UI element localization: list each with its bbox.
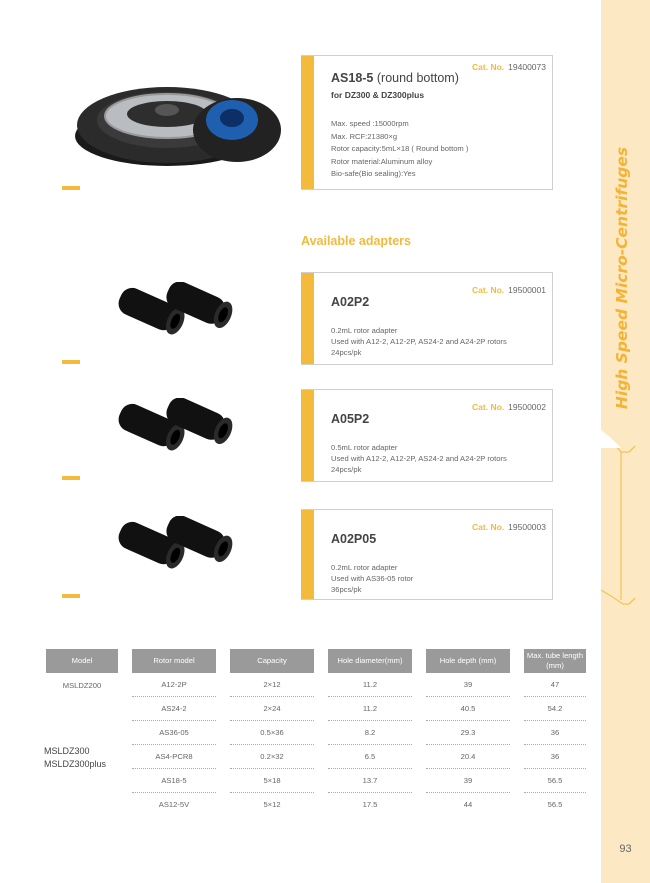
table-cell: 36 bbox=[524, 721, 586, 745]
cat-number: Cat. No. 19500001 bbox=[472, 285, 546, 295]
adapter-card bbox=[301, 272, 553, 365]
accent-bar bbox=[62, 476, 80, 480]
table-header: Hole depth (mm) bbox=[426, 649, 510, 673]
table-cell: 44 bbox=[463, 800, 473, 809]
table-cell: AS18-5 bbox=[132, 769, 216, 793]
table-row bbox=[46, 745, 586, 769]
rotor-image bbox=[72, 70, 282, 170]
card-accent bbox=[301, 273, 314, 364]
table-cell: 47 bbox=[524, 673, 586, 697]
table-cell: 11.2 bbox=[328, 673, 412, 697]
card-accent bbox=[301, 390, 314, 481]
cat-number: Cat. No. 19500003 bbox=[472, 522, 546, 532]
adapter-desc: 0.2mL rotor adapter Used with A12-2, A12-2P, AS24-2 and A24-2P rotors 24pcs/pk bbox=[331, 326, 507, 357]
table-cell: 20.4 bbox=[426, 745, 510, 769]
cat-number: Cat. No. 19400073 bbox=[472, 62, 546, 72]
table-cell: AS12-5V bbox=[158, 800, 190, 809]
table-row bbox=[46, 673, 586, 697]
table-cell: 5×12 bbox=[263, 800, 281, 809]
table-header: Hole diameter(mm) bbox=[328, 649, 412, 673]
adapter-name: A02P05 bbox=[331, 532, 377, 546]
accent-bar bbox=[62, 360, 80, 364]
table-cell: 2×24 bbox=[230, 697, 314, 721]
product-specs: Max. speed :15000rpm Max. RCF:21380×g Rotor capacity:5mL×18 ( Round bottom ) Rotor material:Aluminum alloy Bio-safe(Bio sealing):Yes bbox=[331, 119, 469, 178]
adapter-image bbox=[112, 516, 237, 588]
adapter-card bbox=[301, 509, 553, 600]
card-accent bbox=[301, 510, 314, 599]
table-cell: 2×12 bbox=[230, 673, 314, 697]
table-row bbox=[46, 769, 586, 793]
table-row bbox=[46, 721, 586, 745]
product-title: AS18-5 (round bottom) bbox=[331, 71, 459, 85]
table-row bbox=[46, 697, 586, 721]
adapter-desc: 0.2mL rotor adapter Used with AS36-05 rotor 36pcs/pk bbox=[331, 563, 414, 594]
table-cell: MSLDZ200 bbox=[62, 680, 102, 690]
sidebar-chevrons bbox=[601, 0, 650, 883]
table-cell: 13.7 bbox=[328, 769, 412, 793]
table-cell: 40.5 bbox=[426, 697, 510, 721]
table-cell: 39 bbox=[426, 769, 510, 793]
adapter-desc: 0.5mL rotor adapter Used with A12-2, A12-2P, AS24-2 and A24-2P rotors 24pcs/pk bbox=[331, 443, 507, 474]
table-cell: 11.2 bbox=[328, 697, 412, 721]
table-header: Rotor model bbox=[132, 649, 216, 673]
adapter-card bbox=[301, 389, 553, 482]
table-cell: 39 bbox=[426, 673, 510, 697]
adapter-name: A02P2 bbox=[331, 295, 370, 309]
page-number: 93 bbox=[619, 843, 632, 855]
table-cell: AS4-PCR8 bbox=[132, 745, 216, 769]
accent-bar bbox=[62, 594, 80, 598]
adapter-name: A05P2 bbox=[331, 412, 370, 426]
table-cell: A12-2P bbox=[132, 673, 216, 697]
model-group: MSLDZ300 MSLDZ300plus bbox=[44, 746, 107, 769]
product-card bbox=[301, 55, 553, 190]
product-subtitle: for DZ300 & DZ300plus bbox=[331, 90, 425, 100]
table-header: Model bbox=[46, 649, 118, 673]
table-cell: 8.2 bbox=[328, 721, 412, 745]
table-row bbox=[46, 793, 586, 816]
table-cell: 17.5 bbox=[362, 800, 378, 809]
table-cell: 56.5 bbox=[524, 769, 586, 793]
table-cell: 0.2×32 bbox=[230, 745, 314, 769]
spec-table bbox=[46, 649, 586, 816]
section-title: Available adapters bbox=[301, 234, 412, 248]
table-header-row bbox=[46, 649, 586, 673]
table-cell: AS24-2 bbox=[132, 697, 216, 721]
adapter-image bbox=[112, 282, 237, 354]
sidebar-title: High Speed Micro-Centrifuges bbox=[613, 146, 631, 410]
card-accent bbox=[301, 56, 314, 189]
table-cell: 54.2 bbox=[524, 697, 586, 721]
adapter-image bbox=[112, 398, 237, 470]
table-cell: 5×18 bbox=[230, 769, 314, 793]
table-cell: 0.5×36 bbox=[230, 721, 314, 745]
accent-bar bbox=[62, 186, 80, 190]
table-cell: 36 bbox=[524, 745, 586, 769]
cat-number: Cat. No. 19500002 bbox=[472, 402, 546, 412]
table-cell: 29.3 bbox=[426, 721, 510, 745]
table-header: Max. tube length (mm) bbox=[524, 649, 586, 673]
table-cell: 6.5 bbox=[328, 745, 412, 769]
table-header: Capacity bbox=[230, 649, 314, 673]
table-cell: 56.5 bbox=[547, 800, 563, 809]
table-cell: AS36-05 bbox=[132, 721, 216, 745]
